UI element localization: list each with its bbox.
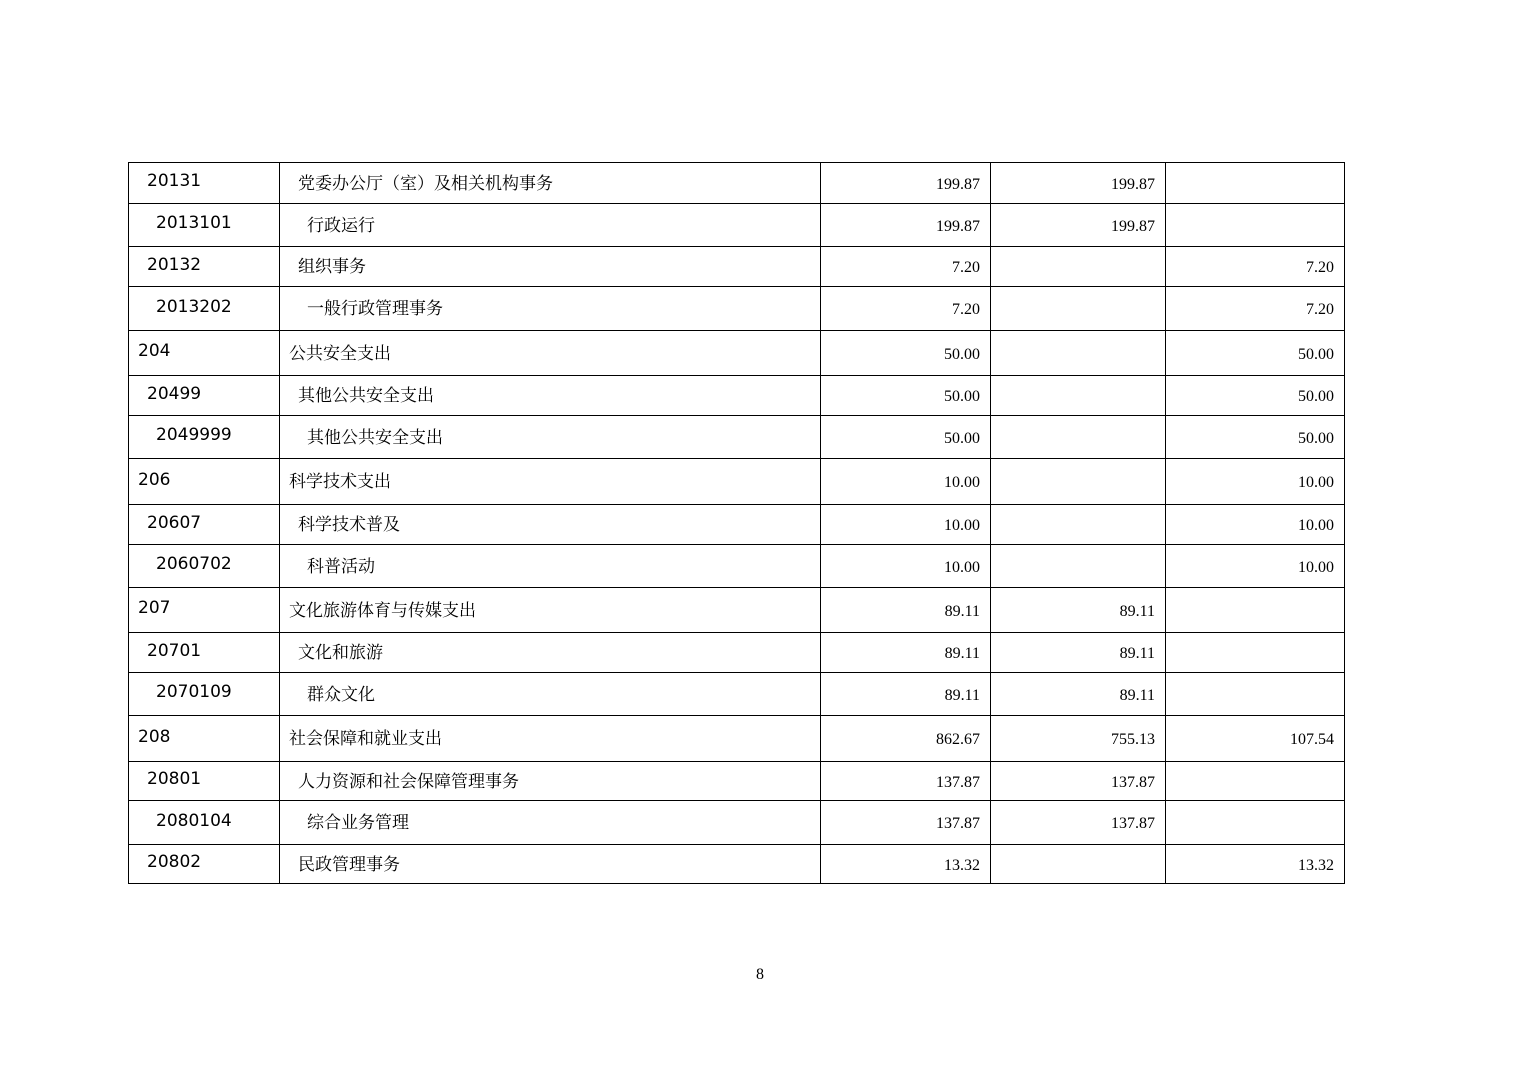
total-amount: 10.00 <box>821 545 991 588</box>
subject-name: 公共安全支出 <box>280 331 821 376</box>
subject-name: 党委办公厅（室）及相关机构事务 <box>280 163 821 204</box>
basic-expenditure <box>991 331 1166 376</box>
table-row <box>129 287 1345 331</box>
table-row <box>129 331 1345 376</box>
basic-expenditure: 755.13 <box>991 716 1166 762</box>
project-expenditure: 7.20 <box>1166 287 1345 331</box>
total-amount: 50.00 <box>821 416 991 459</box>
basic-expenditure <box>991 416 1166 459</box>
subject-name: 组织事务 <box>280 247 821 287</box>
project-expenditure: 50.00 <box>1166 376 1345 416</box>
total-amount: 10.00 <box>821 459 991 505</box>
table-row <box>129 673 1345 716</box>
subject-code: 2049999 <box>129 416 280 459</box>
total-amount: 7.20 <box>821 247 991 287</box>
subject-code: 2070109 <box>129 673 280 716</box>
project-expenditure: 10.00 <box>1166 505 1345 545</box>
subject-name: 社会保障和就业支出 <box>280 716 821 762</box>
basic-expenditure: 199.87 <box>991 204 1166 247</box>
subject-code: 2013202 <box>129 287 280 331</box>
basic-expenditure: 89.11 <box>991 633 1166 673</box>
budget-table <box>128 162 1345 884</box>
table-row <box>129 545 1345 588</box>
total-amount: 862.67 <box>821 716 991 762</box>
basic-expenditure: 137.87 <box>991 762 1166 801</box>
basic-expenditure <box>991 545 1166 588</box>
basic-expenditure <box>991 247 1166 287</box>
subject-code: 20802 <box>129 845 280 884</box>
project-expenditure <box>1166 801 1345 845</box>
subject-code: 204 <box>129 331 280 376</box>
basic-expenditure: 199.87 <box>991 163 1166 204</box>
subject-name: 科普活动 <box>280 545 821 588</box>
project-expenditure <box>1166 163 1345 204</box>
basic-expenditure: 137.87 <box>991 801 1166 845</box>
table-row <box>129 588 1345 633</box>
basic-expenditure <box>991 287 1166 331</box>
subject-name: 其他公共安全支出 <box>280 376 821 416</box>
subject-name: 人力资源和社会保障管理事务 <box>280 762 821 801</box>
project-expenditure: 13.32 <box>1166 845 1345 884</box>
total-amount: 89.11 <box>821 588 991 633</box>
total-amount: 199.87 <box>821 204 991 247</box>
subject-name: 群众文化 <box>280 673 821 716</box>
table-row <box>129 505 1345 545</box>
basic-expenditure <box>991 459 1166 505</box>
subject-code: 20499 <box>129 376 280 416</box>
table-row <box>129 845 1345 884</box>
subject-name: 民政管理事务 <box>280 845 821 884</box>
subject-name: 文化和旅游 <box>280 633 821 673</box>
subject-name: 综合业务管理 <box>280 801 821 845</box>
project-expenditure: 7.20 <box>1166 247 1345 287</box>
subject-code: 206 <box>129 459 280 505</box>
table-row <box>129 633 1345 673</box>
project-expenditure: 10.00 <box>1166 459 1345 505</box>
project-expenditure: 10.00 <box>1166 545 1345 588</box>
total-amount: 13.32 <box>821 845 991 884</box>
project-expenditure: 107.54 <box>1166 716 1345 762</box>
table-row <box>129 801 1345 845</box>
table-row <box>129 247 1345 287</box>
table-row <box>129 762 1345 801</box>
basic-expenditure: 89.11 <box>991 673 1166 716</box>
project-expenditure <box>1166 588 1345 633</box>
table-row <box>129 459 1345 505</box>
project-expenditure <box>1166 762 1345 801</box>
project-expenditure <box>1166 633 1345 673</box>
page-number: 8 <box>756 966 764 983</box>
project-expenditure <box>1166 204 1345 247</box>
project-expenditure: 50.00 <box>1166 331 1345 376</box>
subject-name: 一般行政管理事务 <box>280 287 821 331</box>
subject-code: 20801 <box>129 762 280 801</box>
total-amount: 199.87 <box>821 163 991 204</box>
total-amount: 10.00 <box>821 505 991 545</box>
subject-code: 2080104 <box>129 801 280 845</box>
subject-code: 20131 <box>129 163 280 204</box>
subject-name: 科学技术支出 <box>280 459 821 505</box>
subject-name: 文化旅游体育与传媒支出 <box>280 588 821 633</box>
total-amount: 137.87 <box>821 801 991 845</box>
subject-name: 科学技术普及 <box>280 505 821 545</box>
subject-code: 20132 <box>129 247 280 287</box>
subject-name: 行政运行 <box>280 204 821 247</box>
total-amount: 50.00 <box>821 376 991 416</box>
total-amount: 89.11 <box>821 673 991 716</box>
table-row <box>129 204 1345 247</box>
subject-name: 其他公共安全支出 <box>280 416 821 459</box>
subject-code: 207 <box>129 588 280 633</box>
basic-expenditure <box>991 845 1166 884</box>
total-amount: 50.00 <box>821 331 991 376</box>
subject-code: 2060702 <box>129 545 280 588</box>
basic-expenditure <box>991 505 1166 545</box>
subject-code: 20701 <box>129 633 280 673</box>
subject-code: 208 <box>129 716 280 762</box>
project-expenditure: 50.00 <box>1166 416 1345 459</box>
subject-code: 2013101 <box>129 204 280 247</box>
subject-code: 20607 <box>129 505 280 545</box>
table-row <box>129 376 1345 416</box>
basic-expenditure: 89.11 <box>991 588 1166 633</box>
table-row <box>129 716 1345 762</box>
table-row <box>129 416 1345 459</box>
total-amount: 137.87 <box>821 762 991 801</box>
total-amount: 89.11 <box>821 633 991 673</box>
project-expenditure <box>1166 673 1345 716</box>
table-row <box>129 163 1345 204</box>
basic-expenditure <box>991 376 1166 416</box>
total-amount: 7.20 <box>821 287 991 331</box>
